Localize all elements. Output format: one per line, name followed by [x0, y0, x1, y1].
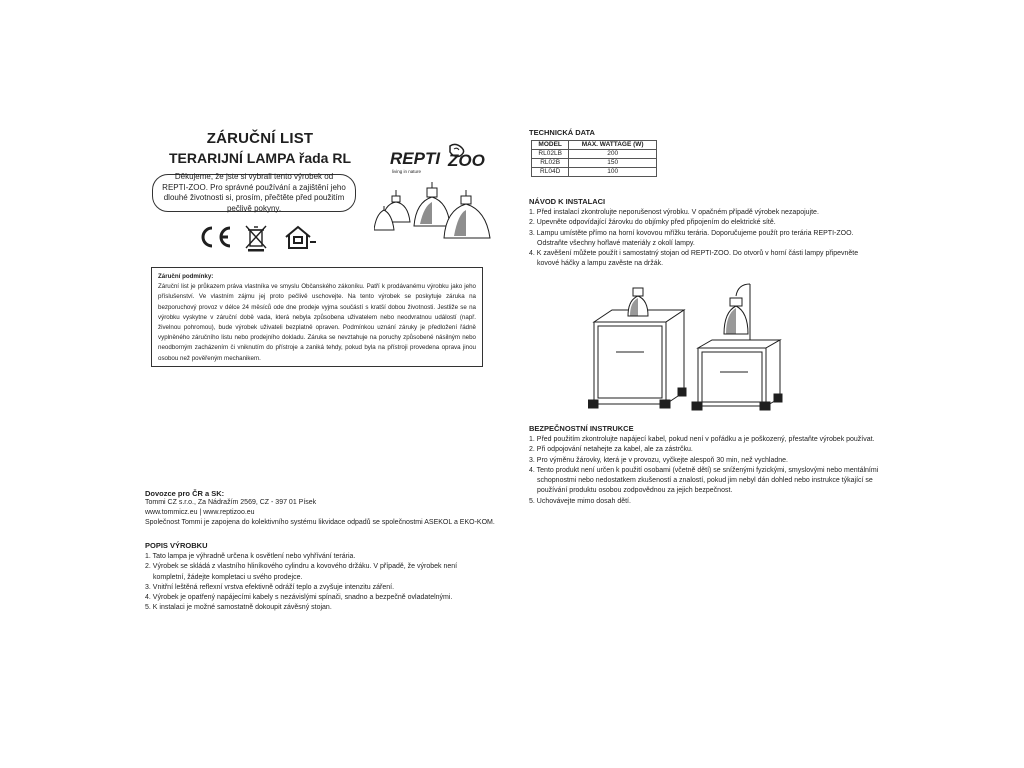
table-cell: 100	[569, 168, 657, 177]
repti-zoo-logo	[388, 142, 508, 182]
lamps-illustration	[374, 182, 502, 244]
intro-box	[152, 174, 356, 212]
terms-title: Záruční podmínky:	[158, 273, 214, 280]
product-description-list	[145, 552, 490, 614]
list-item: 1. Před použitím zkontrolujte napájecí kabel, pokud není v pořádku a je poškozený, přestaňte výrobek používat.	[529, 436, 875, 443]
table-cell: 150	[569, 159, 657, 168]
list-item: 2. Výrobek se skládá z vlastního hliníkového cylindru a kovového držáku. V případě, že výrobek není kompletní, žádejte kompletaci u svého prodejce.	[145, 563, 458, 581]
list-item: 2. Při odpojování netahejte za kabel, ale za zástrčku.	[529, 446, 693, 454]
list-item: 5. K instalaci je možné samostatně dokoupit závěsný stojan.	[145, 604, 332, 612]
list-item: 4. K zavěšení můžete použít i samostatný stojan od REPTI-ZOO. Do otvorů v horní části lampy připevněte kovové háčky a lampu zavěste na držák.	[529, 250, 859, 268]
technical-data-title: TECHNICKÁ DATA	[529, 128, 595, 137]
technical-data-table	[531, 140, 657, 177]
installation-title: NÁVOD K INSTALACI	[529, 197, 606, 206]
logo-brand-left: REPTI	[390, 149, 441, 168]
table-cell: RL02LB	[532, 150, 569, 159]
safety-title: BEZPEČNOSTNÍ INSTRUKCE	[529, 424, 634, 433]
table-cell: RL04D	[532, 168, 569, 177]
list-item: 1. Tato lampa je výhradně určena k osvětlení nebo vyhřívání terária.	[145, 553, 356, 560]
product-description	[145, 541, 490, 614]
list-item: 4. Tento produkt není určen k použití osobami (včetně dětí) se sníženými fyzickými, smyslovými nebo mentálními schopnostmi nebo nedostatkem zkušeností a znalostí, pokud jim nebyl dán dohled nebo instrukce týkající se používání produktu osobou zodpovědnou za jejich bezpečnost.	[529, 466, 879, 495]
list-item: 4. Výrobek je opatřený napájecími kabely s nezávislými spínači, snadno a bezpečně ovladatelnými.	[145, 594, 453, 602]
terms-text: Záruční list je průkazem práva vlastníka ve smyslu Občanského zákoníku. Patří k prodávanému výrobku jako jeho příslušenství. Ve vlastním zájmu jej proto pečlivě uschovejte. Na tento výrobek se poskytuje záruka na bezporuchový provoz v délce 24 měsíců ode dne prodeje vyjma součástí s kratší dobou životnosti. Jestliže se na výrobku vyskytne v záruční době vada, která nebyla způsobena uživatelem nebo neodvratnou událostí (např. živelnou pohromou), bude výrobek uživateli bezplatně opraven. Podmínkou uznání záruky je předložení řádně vyplněného záručního listu nebo prodejního dokladu. Záruka se nevztahuje na poruchy způsobené násilným nebo neodborným zacházením či vniknutím do přístroje a zaniká tehdy, pokud byla na přístroji provedena oprava jinou osobou než pověřeným mechanikem.	[158, 283, 476, 362]
importer-address: Tommi CZ s.r.o., Za Nádražím 2569, CZ - 397 01 Písek	[145, 499, 317, 506]
installation-list	[529, 208, 874, 270]
table-header-cell: MAX. WATTAGE (W)	[569, 141, 657, 150]
importer-title: Dovozce pro ČR a SK:	[145, 489, 225, 498]
importer-web: www.tommicz.eu | www.reptizoo.eu	[145, 508, 255, 516]
list-item: 3. Vnitřní leštěná reflexní vrstva efektivně odráží teplo a zvyšuje intenzitu záření.	[145, 583, 395, 591]
page-title: ZÁRUČNÍ LIST	[206, 130, 314, 147]
table-row	[532, 159, 657, 168]
table-row	[532, 168, 657, 177]
table-cell: 200	[569, 150, 657, 159]
ce-mark-icon	[196, 224, 236, 250]
list-item: 2. Upevněte odpovídající žárovku do objímky před připojením do elektrické sítě.	[529, 219, 776, 227]
terrarium-illustration	[588, 282, 788, 414]
safety-list	[529, 435, 885, 507]
warranty-terms-box	[151, 267, 483, 367]
intro-text: Děkujeme, že jste si vybrali tento výrobek od REPTI-ZOO. Pro správné používání a zajištění jeho dlouhé životnosti si, prosím, přečtěte před použitím pečlivě pokyny.	[162, 172, 346, 213]
list-item: 5. Uchovávejte mimo dosah dětí.	[529, 497, 631, 505]
page-subtitle: TERARIJNÍ LAMPA řada RL	[168, 150, 351, 166]
importer-note: Společnost Tommi je zapojena do kolektivního systému likvidace odpadů se společnostmi ASEKOL a EKO-KOM.	[145, 518, 495, 526]
table-header-row	[532, 141, 657, 150]
weee-bin-icon	[244, 224, 268, 250]
logo-brand-right: ZOO	[448, 151, 485, 170]
table-row	[532, 150, 657, 159]
importer-block	[145, 489, 505, 527]
list-item: 1. Před instalací zkontrolujte neporušenost výrobku. V opačném případě výrobek nezapojujte.	[529, 209, 819, 216]
product-description-title: POPIS VÝROBKU	[145, 541, 208, 550]
table-header-cell: MODEL	[532, 141, 569, 150]
logo-tagline: living in nature	[392, 169, 422, 174]
indoor-use-icon	[283, 224, 317, 250]
safety-section	[529, 424, 885, 507]
installation-section	[529, 197, 874, 270]
table-cell: RL02B	[532, 159, 569, 168]
list-item: 3. Lampu umístěte přímo na horní kovovou mřížku terária. Doporučujeme použít pro terária REPTI-ZOO. Odstraňte všechny hořlavé materiály z okolí lampy.	[529, 229, 854, 247]
list-item: 3. Pro výměnu žárovky, která je v provozu, vyčkejte alespoň 30 min, než vychladne.	[529, 456, 788, 464]
